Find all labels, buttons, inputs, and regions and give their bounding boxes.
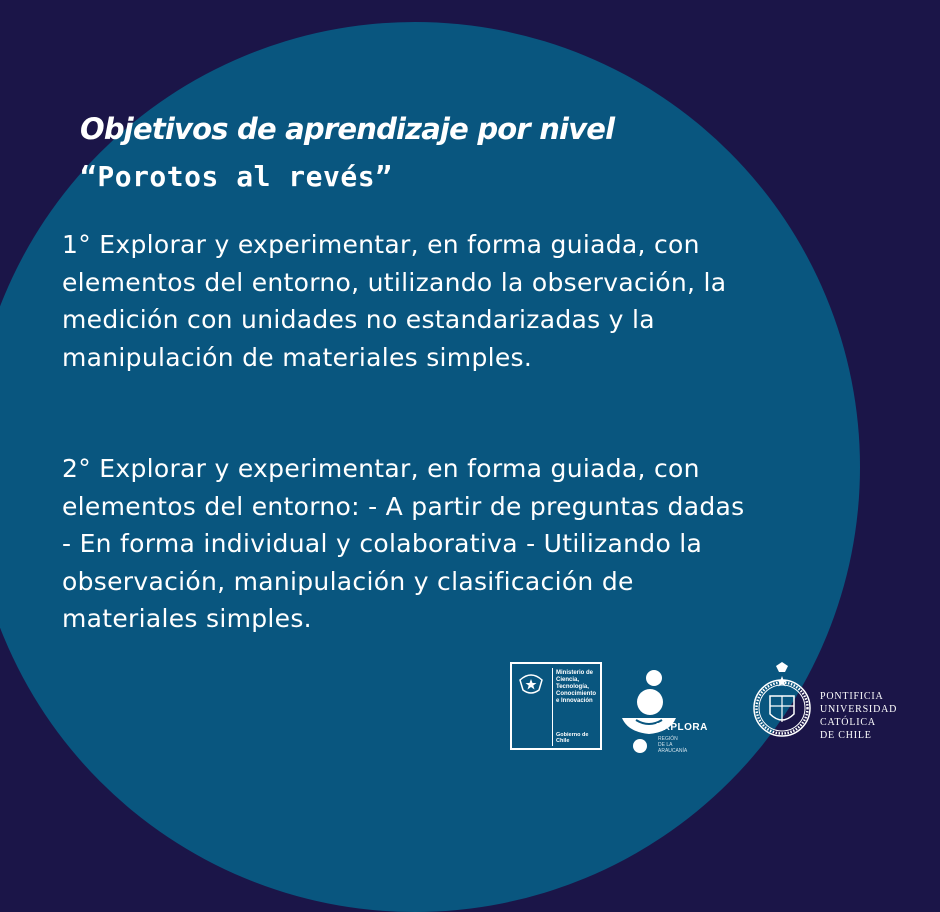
chile-coat-of-arms-icon (516, 672, 546, 696)
objective-level-1: 1° Explorar y experimentar, en forma guiada, con elementos del entorno, utilizando la observación, la medición con unidades no estandarizadas y la manipulación de materiales simples. (62, 230, 727, 372)
gobierno-label: Gobierno de Chile (556, 732, 589, 744)
explora-region: REGIÓN DE LA ARAUCANÍA (658, 736, 688, 754)
objective-level-2: 2° Explorar y experimentar, en forma guiada, con elementos del entorno: - A partir de preguntas dadas - En forma individual y colaborativa - Utilizando la observación, manipulación y clasificación de materiales simples. (62, 454, 745, 633)
puc-name: PONTIFICIA UNIVERSIDAD CATÓLICA DE CHILE (820, 691, 898, 741)
logo-divider (552, 668, 553, 746)
activity-name: “Porotos al revés” (80, 160, 393, 193)
explora-name: EXPLORA (656, 722, 708, 733)
ministerio-name: Ministerio de Ciencia, Tecnología, Conocimiento e Innovación (556, 670, 596, 704)
ministerio-logo (510, 662, 602, 750)
puc-seal-icon (752, 662, 812, 746)
page-title: Objetivos de aprendizaje por nivel (80, 112, 615, 146)
